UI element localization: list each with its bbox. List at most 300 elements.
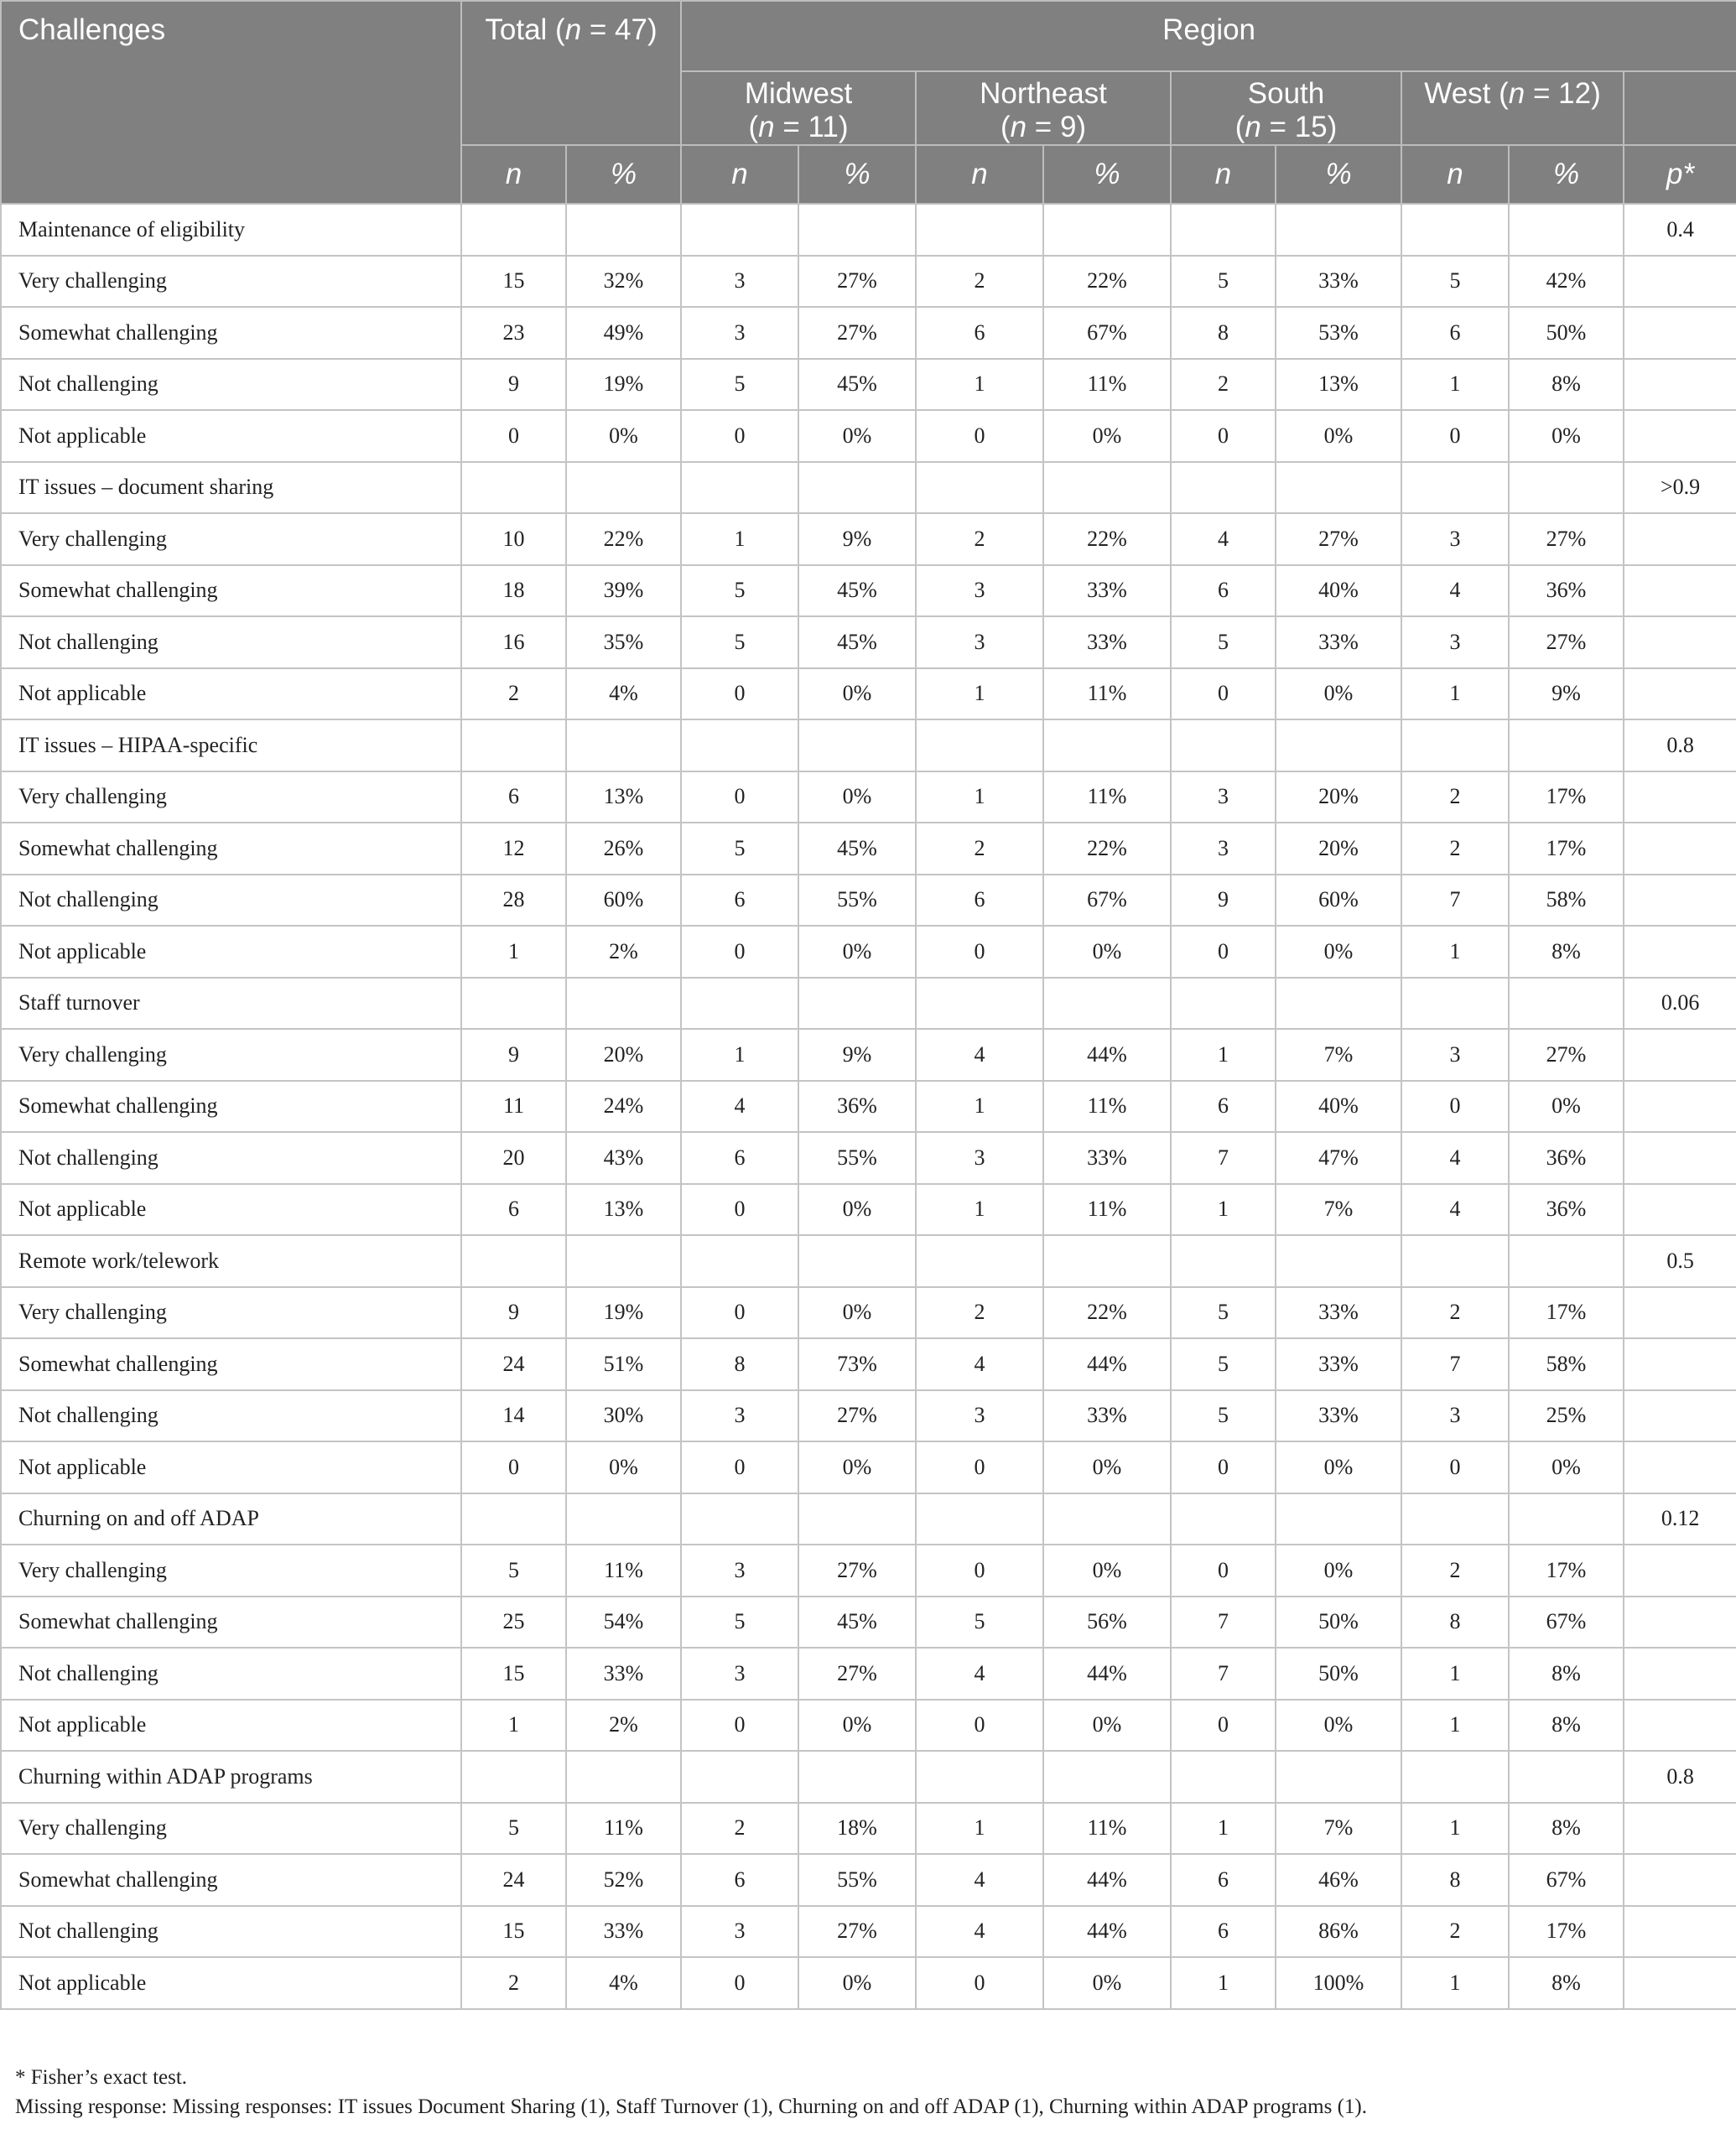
- cell-count: 3: [1401, 616, 1509, 668]
- cell-count: 1: [916, 1803, 1043, 1855]
- cell-percent: 22%: [566, 513, 681, 565]
- cell-p-value: 0.12: [1624, 1493, 1736, 1545]
- header-spacer: [461, 71, 681, 145]
- table-row: [1, 1648, 1736, 1700]
- cell-count: 2: [461, 1957, 566, 2009]
- cell-count: [681, 462, 798, 514]
- cell-count: 6: [681, 1854, 798, 1906]
- cell-percent: 17%: [1509, 771, 1624, 823]
- cell-percent: 27%: [798, 1648, 916, 1700]
- cell-percent: 35%: [566, 616, 681, 668]
- cell-percent: 33%: [1276, 616, 1401, 668]
- row-label: Not applicable: [1, 1700, 461, 1752]
- cell-count: 1: [1171, 1957, 1276, 2009]
- cell-percent: 13%: [1276, 359, 1401, 411]
- category-label: IT issues – document sharing: [1, 462, 461, 514]
- cell-count: [681, 204, 798, 256]
- cell-count: [461, 1235, 566, 1287]
- table-row: [1, 875, 1736, 927]
- cell-percent: 4%: [566, 1957, 681, 2009]
- cell-percent: 42%: [1509, 256, 1624, 308]
- cell-count: [461, 204, 566, 256]
- cell-percent: 45%: [798, 616, 916, 668]
- cell-percent: 36%: [798, 1081, 916, 1133]
- row-label: Not applicable: [1, 410, 461, 462]
- cell-count: 1: [1401, 1648, 1509, 1700]
- cell-count: 28: [461, 875, 566, 927]
- cell-count: 0: [461, 410, 566, 462]
- cell-percent: 2%: [566, 926, 681, 978]
- cell-count: [1171, 1235, 1276, 1287]
- cell-percent: 45%: [798, 823, 916, 875]
- cell-count: 20: [461, 1132, 566, 1184]
- table-row: [1, 1184, 1736, 1236]
- cell-count: 3: [681, 1906, 798, 1958]
- cell-count: 2: [1401, 1906, 1509, 1958]
- cell-count: 3: [1171, 823, 1276, 875]
- cell-count: 6: [916, 307, 1043, 359]
- cell-p-value: [1624, 1648, 1736, 1700]
- cell-count: 9: [1171, 875, 1276, 927]
- row-label: Not applicable: [1, 1957, 461, 2009]
- cell-percent: 11%: [1043, 1184, 1171, 1236]
- cell-count: [681, 1493, 798, 1545]
- cell-count: 6: [916, 875, 1043, 927]
- cell-count: 0: [681, 1700, 798, 1752]
- cell-percent: 25%: [1509, 1390, 1624, 1442]
- cell-count: 6: [461, 1184, 566, 1236]
- table-row: [1, 513, 1736, 565]
- header-region-south: South (n = 15): [1171, 71, 1401, 145]
- cell-percent: [1276, 719, 1401, 771]
- cell-count: [1171, 978, 1276, 1030]
- row-label: Not challenging: [1, 616, 461, 668]
- cell-count: 0: [1401, 410, 1509, 462]
- cell-percent: [1276, 1235, 1401, 1287]
- cell-p-value: [1624, 513, 1736, 565]
- cell-percent: 0%: [1043, 926, 1171, 978]
- cell-percent: 33%: [1276, 256, 1401, 308]
- cell-percent: [798, 978, 916, 1030]
- cell-count: 1: [1171, 1029, 1276, 1081]
- category-row: [1, 978, 1736, 1030]
- cell-count: [681, 1751, 798, 1803]
- cell-count: 1: [1401, 926, 1509, 978]
- row-label: Not challenging: [1, 1906, 461, 1958]
- cell-percent: 52%: [566, 1854, 681, 1906]
- cell-count: 4: [916, 1648, 1043, 1700]
- table-row: [1, 668, 1736, 720]
- cell-count: [461, 1751, 566, 1803]
- cell-p-value: [1624, 668, 1736, 720]
- cell-percent: 67%: [1043, 875, 1171, 927]
- header-total: Total (n = 47): [461, 1, 681, 71]
- cell-count: [1171, 462, 1276, 514]
- cell-count: 8: [1401, 1597, 1509, 1649]
- cell-percent: 33%: [1276, 1390, 1401, 1442]
- row-label: Somewhat challenging: [1, 565, 461, 617]
- cell-p-value: [1624, 410, 1736, 462]
- cell-percent: 0%: [798, 1184, 916, 1236]
- cell-count: 4: [681, 1081, 798, 1133]
- cell-percent: 50%: [1509, 307, 1624, 359]
- cell-percent: [1043, 204, 1171, 256]
- table-row: [1, 1906, 1736, 1958]
- cell-percent: 27%: [798, 1390, 916, 1442]
- cell-p-value: 0.4: [1624, 204, 1736, 256]
- cell-percent: [1276, 1751, 1401, 1803]
- cell-count: 0: [461, 1441, 566, 1493]
- cell-count: [681, 1235, 798, 1287]
- cell-count: 2: [916, 823, 1043, 875]
- cell-percent: 18%: [798, 1803, 916, 1855]
- cell-count: [916, 1751, 1043, 1803]
- cell-percent: 11%: [1043, 668, 1171, 720]
- cell-count: 4: [1401, 1132, 1509, 1184]
- cell-count: 0: [681, 1441, 798, 1493]
- cell-count: 5: [681, 616, 798, 668]
- cell-percent: 9%: [798, 513, 916, 565]
- cell-percent: 33%: [1043, 616, 1171, 668]
- cell-count: 6: [1171, 1854, 1276, 1906]
- cell-percent: [1043, 462, 1171, 514]
- cell-percent: 0%: [566, 410, 681, 462]
- cell-percent: 40%: [1276, 565, 1401, 617]
- cell-percent: [1043, 1751, 1171, 1803]
- table-row: [1, 1545, 1736, 1597]
- cell-p-value: [1624, 1803, 1736, 1855]
- cell-percent: 33%: [1043, 1132, 1171, 1184]
- row-label: Very challenging: [1, 513, 461, 565]
- row-label: Not challenging: [1, 359, 461, 411]
- cell-count: 6: [1171, 1081, 1276, 1133]
- cell-percent: [798, 1235, 916, 1287]
- cell-count: 2: [1401, 1545, 1509, 1597]
- cell-percent: 44%: [1043, 1854, 1171, 1906]
- cell-count: 4: [916, 1906, 1043, 1958]
- table-body: [1, 204, 1736, 2009]
- cell-count: 0: [1401, 1081, 1509, 1133]
- cell-percent: 0%: [1043, 1545, 1171, 1597]
- cell-count: 5: [681, 1597, 798, 1649]
- cell-count: 3: [916, 616, 1043, 668]
- cell-count: 0: [1171, 1545, 1276, 1597]
- cell-count: 10: [461, 513, 566, 565]
- header-midwest-pct: %: [798, 145, 916, 204]
- cell-count: [916, 204, 1043, 256]
- cell-count: 1: [1401, 1803, 1509, 1855]
- cell-p-value: [1624, 1597, 1736, 1649]
- cell-count: 4: [1171, 513, 1276, 565]
- cell-count: [1171, 204, 1276, 256]
- row-label: Not applicable: [1, 926, 461, 978]
- cell-count: 7: [1401, 1338, 1509, 1390]
- row-label: Somewhat challenging: [1, 1338, 461, 1390]
- cell-count: 3: [681, 256, 798, 308]
- cell-percent: 44%: [1043, 1648, 1171, 1700]
- cell-percent: 27%: [798, 256, 916, 308]
- cell-percent: 17%: [1509, 823, 1624, 875]
- cell-count: 0: [916, 410, 1043, 462]
- cell-count: 6: [461, 771, 566, 823]
- cell-percent: 0%: [1043, 1700, 1171, 1752]
- cell-p-value: [1624, 1081, 1736, 1133]
- cell-count: 9: [461, 1287, 566, 1339]
- cell-p-value: [1624, 1287, 1736, 1339]
- table-row: [1, 1957, 1736, 2009]
- cell-percent: [1276, 978, 1401, 1030]
- cell-percent: 47%: [1276, 1132, 1401, 1184]
- cell-count: 0: [1171, 410, 1276, 462]
- cell-count: 3: [1401, 1029, 1509, 1081]
- cell-count: 1: [916, 1081, 1043, 1133]
- cell-count: 1: [461, 926, 566, 978]
- footnote-missing: Missing response: Missing responses: IT issues Document Sharing (1), Staff Turnover (1), Churning on and off ADAP (1), Churning within ADAP programs (1).: [15, 2095, 1367, 2118]
- cell-count: 3: [681, 1390, 798, 1442]
- cell-count: 1: [681, 513, 798, 565]
- cell-count: 7: [1171, 1648, 1276, 1700]
- cell-percent: 0%: [1276, 1441, 1401, 1493]
- cell-count: [1401, 1235, 1509, 1287]
- cell-count: 8: [681, 1338, 798, 1390]
- cell-percent: 20%: [1276, 771, 1401, 823]
- row-label: Very challenging: [1, 1803, 461, 1855]
- cell-percent: 17%: [1509, 1287, 1624, 1339]
- cell-count: [1171, 719, 1276, 771]
- cell-percent: 8%: [1509, 1648, 1624, 1700]
- table-header: [1, 1, 1736, 204]
- cell-count: 8: [1171, 307, 1276, 359]
- cell-p-value: [1624, 1906, 1736, 1958]
- cell-count: 7: [1171, 1597, 1276, 1649]
- category-label: Remote work/telework: [1, 1235, 461, 1287]
- cell-percent: 8%: [1509, 926, 1624, 978]
- cell-count: [461, 719, 566, 771]
- category-row: [1, 1751, 1736, 1803]
- table-row: [1, 410, 1736, 462]
- cell-percent: 7%: [1276, 1803, 1401, 1855]
- category-row: [1, 1235, 1736, 1287]
- cell-percent: [798, 204, 916, 256]
- cell-count: 4: [1401, 565, 1509, 617]
- cell-count: [1401, 1493, 1509, 1545]
- cell-count: [1171, 1493, 1276, 1545]
- table-row: [1, 1854, 1736, 1906]
- cell-count: 2: [681, 1803, 798, 1855]
- cell-p-value: [1624, 771, 1736, 823]
- cell-count: 0: [681, 1957, 798, 2009]
- cell-percent: 33%: [1276, 1338, 1401, 1390]
- cell-percent: [1276, 462, 1401, 514]
- cell-percent: 24%: [566, 1081, 681, 1133]
- cell-count: [916, 462, 1043, 514]
- cell-count: 15: [461, 1906, 566, 1958]
- cell-p-value: [1624, 1390, 1736, 1442]
- cell-percent: 17%: [1509, 1545, 1624, 1597]
- cell-percent: 55%: [798, 875, 916, 927]
- row-label: Very challenging: [1, 1029, 461, 1081]
- cell-p-value: >0.9: [1624, 462, 1736, 514]
- header-challenges: Challenges: [1, 1, 461, 71]
- cell-percent: [1509, 204, 1624, 256]
- cell-percent: 0%: [1276, 1545, 1401, 1597]
- row-label: Somewhat challenging: [1, 823, 461, 875]
- cell-count: 4: [1401, 1184, 1509, 1236]
- cell-percent: 0%: [1276, 668, 1401, 720]
- cell-percent: 0%: [1276, 1700, 1401, 1752]
- cell-percent: 8%: [1509, 359, 1624, 411]
- cell-count: [681, 978, 798, 1030]
- cell-count: [461, 462, 566, 514]
- header-spacer: [1, 145, 461, 204]
- table-row: [1, 1441, 1736, 1493]
- cell-percent: 0%: [798, 410, 916, 462]
- header-region-midwest: Midwest (n = 11): [681, 71, 916, 145]
- cell-percent: 73%: [798, 1338, 916, 1390]
- cell-count: 5: [681, 359, 798, 411]
- cell-percent: [1509, 719, 1624, 771]
- cell-percent: 32%: [566, 256, 681, 308]
- cell-percent: [566, 1751, 681, 1803]
- cell-percent: 58%: [1509, 875, 1624, 927]
- cell-count: 5: [1171, 1390, 1276, 1442]
- cell-percent: [1509, 978, 1624, 1030]
- cell-percent: 45%: [798, 565, 916, 617]
- cell-count: 0: [1171, 1441, 1276, 1493]
- cell-percent: 36%: [1509, 565, 1624, 617]
- cell-count: 1: [1401, 1957, 1509, 2009]
- cell-percent: 17%: [1509, 1906, 1624, 1958]
- cell-count: [1401, 1751, 1509, 1803]
- cell-percent: 0%: [1043, 1441, 1171, 1493]
- cell-count: 6: [1171, 1906, 1276, 1958]
- row-label: Not applicable: [1, 668, 461, 720]
- cell-p-value: [1624, 926, 1736, 978]
- cell-count: 0: [1171, 668, 1276, 720]
- header-region-west: West (n = 12): [1401, 71, 1624, 145]
- cell-count: 7: [1171, 1132, 1276, 1184]
- cell-count: 1: [916, 359, 1043, 411]
- table-row: [1, 1338, 1736, 1390]
- cell-count: 15: [461, 256, 566, 308]
- row-label: Very challenging: [1, 1545, 461, 1597]
- cell-count: 2: [1401, 823, 1509, 875]
- cell-count: 2: [916, 1287, 1043, 1339]
- cell-percent: [798, 1493, 916, 1545]
- cell-count: 0: [916, 926, 1043, 978]
- cell-p-value: 0.06: [1624, 978, 1736, 1030]
- cell-percent: [566, 1235, 681, 1287]
- cell-percent: 44%: [1043, 1338, 1171, 1390]
- cell-percent: 56%: [1043, 1597, 1171, 1649]
- table-row: [1, 616, 1736, 668]
- cell-percent: 100%: [1276, 1957, 1401, 2009]
- cell-percent: 30%: [566, 1390, 681, 1442]
- cell-count: 0: [681, 410, 798, 462]
- row-label: Somewhat challenging: [1, 1854, 461, 1906]
- header-south-pct: %: [1276, 145, 1401, 204]
- cell-percent: 27%: [798, 307, 916, 359]
- cell-count: 1: [1401, 359, 1509, 411]
- cell-percent: 8%: [1509, 1957, 1624, 2009]
- cell-percent: 67%: [1509, 1597, 1624, 1649]
- cell-count: 0: [681, 771, 798, 823]
- cell-percent: 27%: [1276, 513, 1401, 565]
- cell-percent: 9%: [1509, 668, 1624, 720]
- cell-percent: 55%: [798, 1132, 916, 1184]
- category-row: [1, 204, 1736, 256]
- cell-percent: 0%: [798, 1700, 916, 1752]
- cell-count: [1401, 978, 1509, 1030]
- cell-percent: 11%: [1043, 1081, 1171, 1133]
- table-row: [1, 1700, 1736, 1752]
- cell-p-value: [1624, 256, 1736, 308]
- cell-percent: 0%: [798, 1957, 916, 2009]
- cell-percent: 53%: [1276, 307, 1401, 359]
- cell-p-value: 0.5: [1624, 1235, 1736, 1287]
- cell-percent: 27%: [798, 1545, 916, 1597]
- cell-count: 14: [461, 1390, 566, 1442]
- cell-percent: 7%: [1276, 1029, 1401, 1081]
- cell-percent: 50%: [1276, 1597, 1401, 1649]
- header-total-pct: %: [566, 145, 681, 204]
- cell-percent: 13%: [566, 771, 681, 823]
- cell-percent: 36%: [1509, 1132, 1624, 1184]
- cell-count: 15: [461, 1648, 566, 1700]
- cell-percent: 8%: [1509, 1803, 1624, 1855]
- table-row: [1, 307, 1736, 359]
- cell-percent: 33%: [566, 1906, 681, 1958]
- cell-percent: 0%: [798, 668, 916, 720]
- cell-count: 1: [461, 1700, 566, 1752]
- header-west-n: n: [1401, 145, 1509, 204]
- cell-percent: 27%: [798, 1906, 916, 1958]
- cell-percent: 44%: [1043, 1029, 1171, 1081]
- cell-count: 25: [461, 1597, 566, 1649]
- cell-count: 5: [461, 1545, 566, 1597]
- cell-count: 3: [1401, 1390, 1509, 1442]
- cell-p-value: [1624, 1854, 1736, 1906]
- cell-p-value: [1624, 1338, 1736, 1390]
- row-label: Somewhat challenging: [1, 1597, 461, 1649]
- cell-p-value: [1624, 1184, 1736, 1236]
- header-spacer: [1, 71, 461, 145]
- cell-percent: [798, 1751, 916, 1803]
- cell-count: 18: [461, 565, 566, 617]
- cell-count: 0: [681, 926, 798, 978]
- cell-percent: 0%: [798, 771, 916, 823]
- cell-count: 4: [916, 1338, 1043, 1390]
- cell-percent: 54%: [566, 1597, 681, 1649]
- cell-count: 2: [916, 256, 1043, 308]
- cell-p-value: 0.8: [1624, 1751, 1736, 1803]
- cell-percent: 11%: [566, 1545, 681, 1597]
- cell-count: 5: [1171, 1338, 1276, 1390]
- cell-percent: 2%: [566, 1700, 681, 1752]
- cell-count: 3: [916, 1390, 1043, 1442]
- cell-p-value: [1624, 616, 1736, 668]
- category-label: Churning within ADAP programs: [1, 1751, 461, 1803]
- cell-count: 16: [461, 616, 566, 668]
- cell-percent: 20%: [1276, 823, 1401, 875]
- table-row: [1, 1390, 1736, 1442]
- cell-percent: 55%: [798, 1854, 916, 1906]
- cell-percent: 0%: [1043, 1957, 1171, 2009]
- cell-count: 5: [916, 1597, 1043, 1649]
- cell-count: 3: [681, 1545, 798, 1597]
- cell-percent: 58%: [1509, 1338, 1624, 1390]
- cell-percent: [1043, 978, 1171, 1030]
